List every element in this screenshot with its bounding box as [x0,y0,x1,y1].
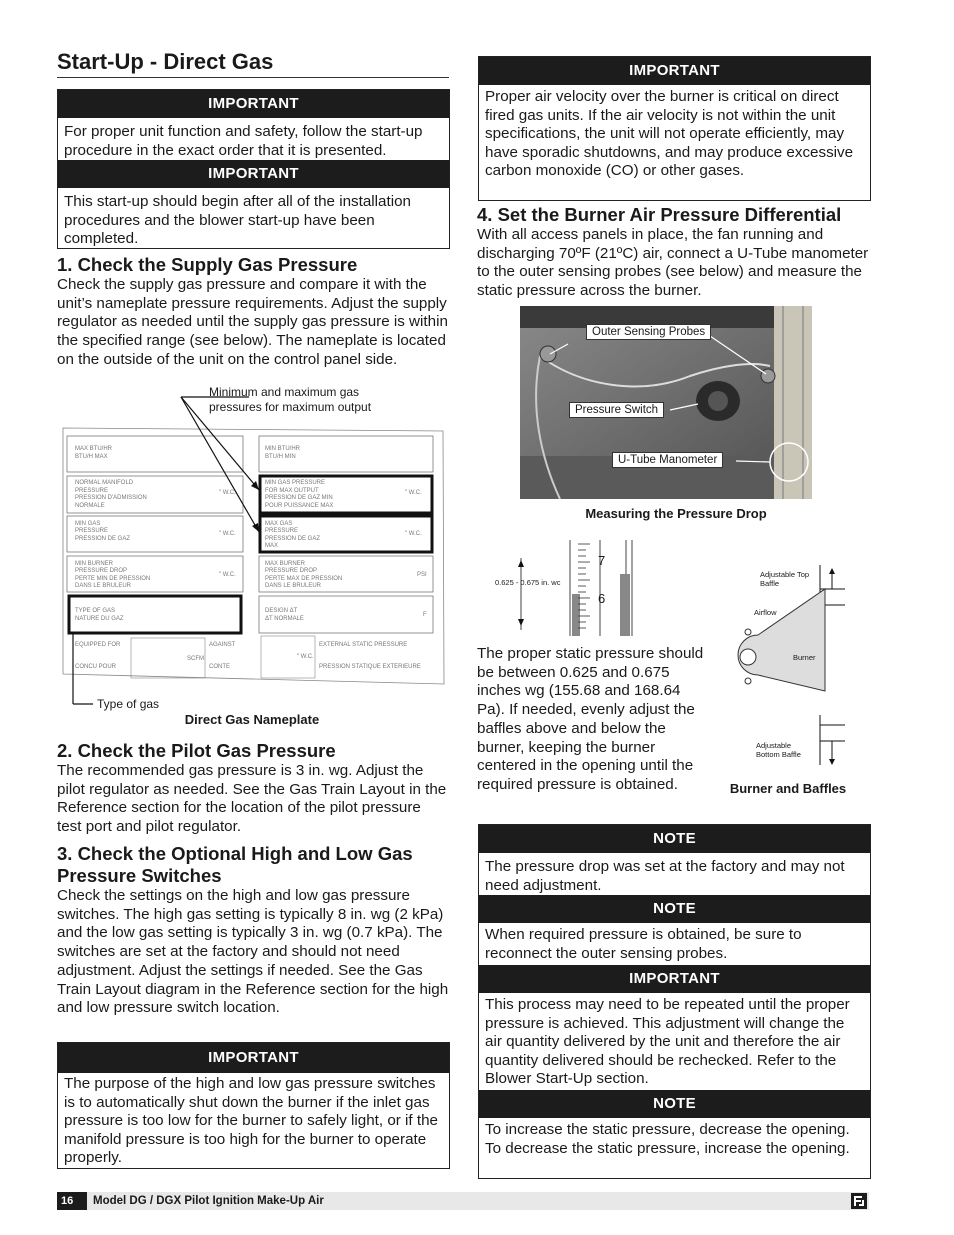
np-text: CONCU POUR [75,664,117,670]
important-text: This process may need to be repeated until the proper pressure is achieved. This adjustment will change the air quantity delivered by the unit and therefore the air quantity delivered should be rechecked. Refer to the Blower Start-Up section. [485,996,850,1088]
static-pressure-text: The proper static pressure should be between 0.625 and 0.675 inches wg (155.68 and 168.64 Pa). If needed, evenly adjust the baffles above and below the burner, keeping the burner centered in the opening until the required pressure is obtained. [477,645,704,793]
important-header: IMPORTANT [58,160,449,188]
np-text: PRESSION STATIQUE EXTERIEURE [319,664,421,670]
np-text: MAX GAS [265,521,293,527]
note-header: NOTE [479,895,870,923]
label-bottom-baffle: Adjustable Bottom Baffle [756,741,801,759]
np-text: NORMAL MANIFOLD [75,480,134,486]
np-text: NATURE DU GAZ [75,616,124,622]
section-air-pressure [477,204,871,301]
important-text: For proper unit function and safety, follow the start-up procedure in the exact order that it is presented. [64,123,423,159]
np-text: F [423,612,427,618]
gauge-tick-6: 6 [598,591,606,606]
burner-caption: Burner and Baffles [729,781,847,796]
manometer-gauge-figure [478,540,638,636]
note-header: NOTE [479,825,870,853]
footer-title: Model DG / DGX Pilot Ignition Make-Up Air [93,1195,324,1207]
np-text: SCFM [187,656,204,662]
section-pilot-gas [57,740,449,837]
np-text: PRESSION DE GAZ MIN [265,495,333,501]
direct-gas-nameplate-figure [57,384,449,732]
np-text: " W.C. [219,531,236,537]
section-body: Check the settings on the high and low gas pressure switches. The high gas setting is typically 8 in. wg (2 kPa) and the low gas setting is typically 3 in. wg (0.7 kPa). The switches are set at the factory and should not need adjustment. Adjust the settings if needed. See the Gas Train Layout diagram in the Reference section for the high and low pressure switch location. [57,887,449,1017]
np-text: FOR MAX OUTPUT [265,488,319,494]
np-text: POUR PUISSANCE MAX [265,503,334,509]
gauge-tick-7: 7 [598,553,606,568]
np-text: MIN BTU/HR [265,446,300,452]
important-header: IMPORTANT [58,90,449,118]
gauge-drawing [478,540,638,636]
important-text: This start-up should begin after all of the installation procedures and the blower start-up have been completed. [64,193,411,248]
np-text: PRESSURE [75,528,109,534]
section-supply-gas [57,254,449,370]
note-text: The pressure drop was set at the factory and may not need adjustment. [485,858,845,894]
note-box-reconnect [478,895,871,966]
nameplate-caption: Direct Gas Nameplate [184,712,320,727]
nameplate-callout-gas-type: Type of gas [97,697,160,711]
footer-bar [57,1192,869,1210]
label-airflow: Airflow [754,608,777,617]
np-text: DESIGN ΔT [265,608,298,614]
np-text: MIN GAS [75,521,101,527]
section-body: Check the supply gas pressure and compare it with the unit’s nameplate pressure requirements. Adjust the supply regulator as needed until the supply gas pressure is within the specified range (see below). The nameplate is located on the outside of the unit on the control panel side. [57,276,448,368]
np-text: MIN BURNER [75,561,114,567]
np-text: PRESSURE [75,488,109,494]
np-text: MIN GAS PRESSURE [265,480,326,486]
np-text: AGAINST [209,642,236,648]
important-text: The purpose of the high and low gas pressure switches is to automatically shut down the burner if the inlet gas pressure is too low for the burner to safely light, or if the manifold pressure is too high for the burner to operate properly. [64,1075,438,1167]
note-text: To increase the static pressure, decrease the opening. To decrease the static pressure, increase the opening. [485,1121,850,1157]
label-outer-sensing-probes: Outer Sensing Probes [586,324,711,340]
gauge-range-label: 0.625 - 0.675 in. wc [495,578,561,587]
np-text: PRESSURE DROP [265,568,318,574]
important-box-air-velocity [478,56,871,201]
label-u-tube-manometer: U-Tube Manometer [612,452,723,468]
np-text: PERTE MAX DE PRESSION [265,576,343,582]
np-text: ΔT NORMALE [265,616,304,622]
note-header: NOTE [479,1090,870,1118]
np-text: PRESSURE [265,528,299,534]
section-heading: 2. Check the Pilot Gas Pressure [57,740,336,761]
important-header: IMPORTANT [479,965,870,993]
section-body: With all access panels in place, the fan running and discharging 70ºF (21ºC) air, connect a U-Tube manometer to the outer sensing probes (see below) and measure the static pressure across the burner. [477,226,869,300]
important-text: Proper air velocity over the burner is critical on direct fired gas units. If the air velocity is not within the unit specifications, the unit will not operate efficiently, may have sporadic shutdowns, and may produce excessive carbon monoxide (CO) or other gases. [485,88,854,180]
section-heading-cont: Pressure Switches [57,865,222,886]
important-box-repeat [478,965,871,1092]
np-text: DANS LE BRULEUR [265,583,322,589]
important-header: IMPORTANT [58,1043,449,1073]
np-text: MAX BTU/HR [75,446,113,452]
burner-baffles-figure [720,565,865,775]
brand-logo-icon [851,1193,867,1209]
np-text: BTU/H MIN [265,454,296,460]
note-box-factory [478,824,871,898]
np-text: PRESSION DE GAZ [265,536,321,542]
footer-page-number: 16 [57,1192,87,1210]
np-text: BTU/H MAX [75,454,108,460]
page-title: Start-Up - Direct Gas [57,49,449,78]
np-text: PRESSION D'ADMISSION [75,495,147,501]
nameplate-drawing [57,384,449,732]
np-text: TYPE OF GAS [75,608,116,614]
important-box-installation [57,160,450,249]
note-box-increase [478,1090,871,1179]
np-text: MAX BURNER [265,561,306,567]
np-text: " W.C. [297,654,314,660]
section-heading: 3. Check the Optional High and Low Gas [57,843,413,864]
np-text: " W.C. [405,531,422,537]
np-text: " W.C. [219,490,236,496]
np-text: EQUIPPED FOR [75,642,121,648]
np-text: PRESSURE DROP [75,568,128,574]
np-text: " W.C. [219,572,236,578]
np-text: EXTERNAL STATIC PRESSURE [319,642,408,648]
important-box-procedure [57,89,450,162]
np-text: " W.C. [405,490,422,496]
np-text: DANS LE BRULEUR [75,583,132,589]
pressure-drop-photo [520,306,812,499]
photo-caption: Measuring the Pressure Drop [585,506,767,521]
important-box-switches [57,1042,450,1169]
np-text: NORMALE [75,503,105,509]
note-text: When required pressure is obtained, be sure to reconnect the outer sensing probes. [485,926,802,962]
np-text: PRESSION DE GAZ [75,536,131,542]
np-text: PERTE MIN DE PRESSION [75,576,151,582]
label-top-baffle: Adjustable Top Baffle [760,570,810,588]
label-pressure-switch: Pressure Switch [569,402,664,418]
section-body: The recommended gas pressure is 3 in. wg. Adjust the pilot regulator as needed. See the Gas Train Layout in the Reference section for the location of the pilot pressure test port and pilot regulator. [57,762,447,836]
section-heading: 1. Check the Supply Gas Pressure [57,254,358,275]
label-burner: Burner [793,653,816,662]
section-pressure-switches [57,843,449,1018]
np-text: PSI [417,572,427,578]
nameplate-callout-pressures: Minimum and maximum gas pressures for maximum output [209,385,372,414]
np-text: MAX [265,543,279,549]
section-heading: 4. Set the Burner Air Pressure Differential [477,204,842,225]
important-header: IMPORTANT [479,57,870,85]
np-text: CONTE [209,664,230,670]
